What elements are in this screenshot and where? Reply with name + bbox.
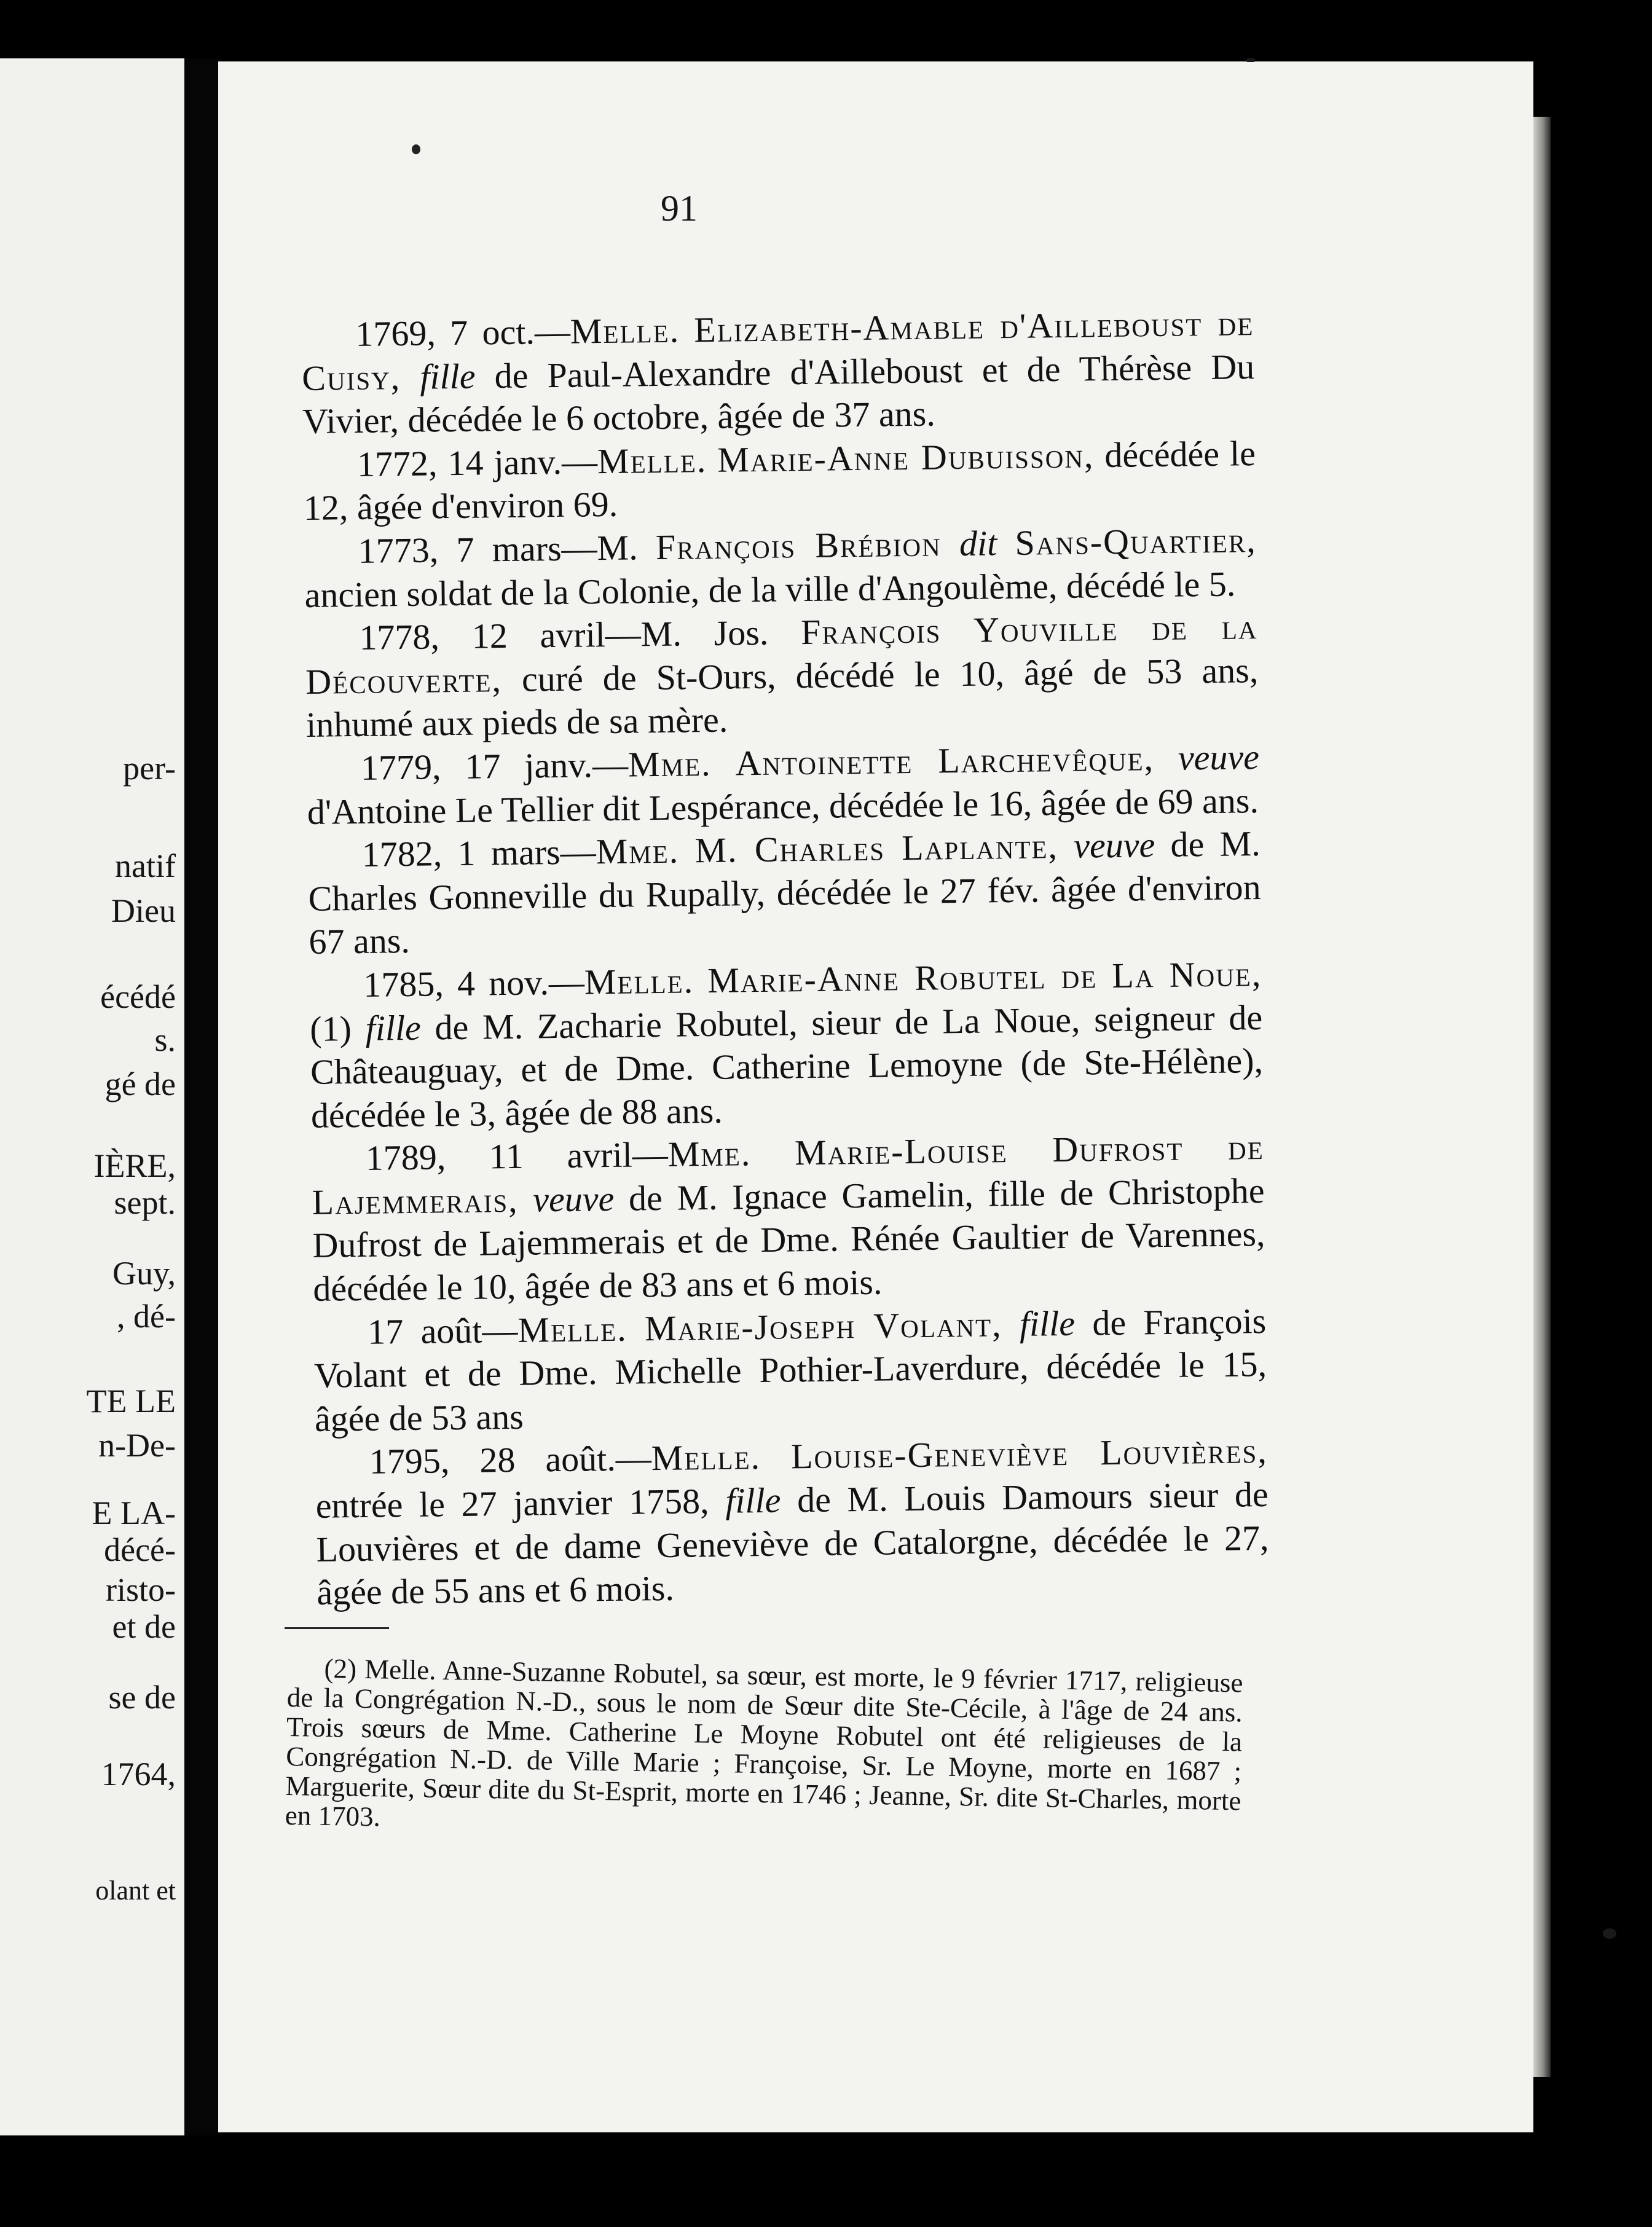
left-fragment: Dieu [111, 892, 176, 929]
left-fragment: TE LE [86, 1383, 176, 1420]
footnote-rule [285, 1627, 389, 1629]
page-number: 91 [661, 188, 698, 229]
page-edge [1533, 117, 1551, 2077]
left-fragment: per- [123, 750, 176, 787]
left-fragment: décé- [104, 1531, 176, 1568]
footnote [285, 1653, 1243, 1845]
left-fragment: gé de [104, 1066, 176, 1102]
entry-1789: 1789, 11 avril—Mme. Marie-Louise Dufrost de Lajemmerais, veuve de M. Ignace Gamelin, fille de Christophe Dufrost de Lajemmerais et de Dme. Rénée Gaultier de Varennes, décédée le 10, âgée de 83 ans et 6 mois. [312, 1127, 1265, 1309]
entry-1773: 1773, 7 mars—M. François Brébion dit Sans-Quartier, ancien soldat de la Colonie, de la ville d'Angoulème, décédé le 5. [304, 520, 1257, 615]
left-fragment: , dé- [117, 1298, 176, 1335]
left-page-margin [0, 58, 184, 2135]
left-fragment: Guy, [112, 1255, 176, 1292]
left-fragment: risto- [106, 1571, 176, 1608]
left-fragment: s. [154, 1021, 176, 1058]
entry-1785: 1785, 4 nov.—Melle. Marie-Anne Robutel de La Noue, (1) fille de M. Zacharie Robutel, sieur de La Noue, seigneur de Châteauguay, et de Dme. Catherine Lemoyne (de Ste-Hélène), décédée le 3, âgée de 88 ans. [309, 953, 1264, 1136]
left-fragment: natif [115, 847, 176, 884]
entry-1772: 1772, 14 janv.—Melle. Marie-Anne Dubuisson, décédée le 12, âgée d'environ 69. [303, 433, 1256, 528]
entry-1769: 1769, 7 oct.—Melle. Elizabeth-Amable d'Ailleboust de Cuisy, fille de Paul-Alexandre d'Ailleboust et de Thérèse Du Vivier, décédée le 6 octobre, âgée de 37 ans. [301, 303, 1255, 442]
entry-1778: 1778, 12 avril—M. Jos. François Youville de la Découverte, curé de St-Ours, décédé le 10, âgé de 53 ans, inhumé aux pieds de sa mère. [305, 607, 1259, 745]
left-fragment: sept. [114, 1184, 176, 1221]
entry-1795: 1795, 28 août.—Melle. Louise-Geneviève Louvières, entrée le 27 janvier 1758, fille de M. Louis Damours sieur de Louvières et de dame Geneviève de Catalorgne, décédée le 27, âgée de 55 ans et 6 mois. [315, 1431, 1269, 1613]
left-fragment: IÈRE, [93, 1147, 176, 1184]
ink-speck [1603, 1928, 1616, 1939]
entry-1789-aout: 17 août—Melle. Marie-Joseph Volant, fille de François Volant et de Dme. Michelle Pothier-Laverdure, décédée le 15, âgée de 53 ans [313, 1300, 1267, 1439]
left-fragment: olant et [95, 1875, 176, 1906]
register-entries [301, 302, 1270, 1615]
book-gutter [184, 58, 221, 2135]
ink-speck [1246, 58, 1255, 62]
left-fragment: et de [112, 1608, 176, 1645]
footnote-text: (2) Melle. Anne-Suzanne Robutel, sa sœur, est morte, le 9 février 1717, religieuse de la Congrégation N.-D., sous le nom de Sœur dite Ste-Cécile, à l'âge de 24 ans. Trois sœurs de Mme. Catherine Le Moyne Robutel ont été religieuses de la Congrégation N.-D. de Ville Marie ; Françoise, Sr. Le Moyne, morte en 1687 ; Marguerite, Sœur dite du St-Esprit, morte en 1746 ; Jeanne, Sr. dite St-Charles, morte en 1703. [285, 1652, 1243, 1832]
left-fragment: 1764, [101, 1756, 176, 1793]
left-fragment: écédé [100, 978, 176, 1015]
entry-1782: 1782, 1 mars—Mme. M. Charles Laplante, veuve de M. Charles Gonneville du Rupally, décédée le 27 fév. âgée d'environ 67 ans. [308, 823, 1261, 962]
left-fragment: n-De- [98, 1427, 176, 1464]
ink-dot [412, 144, 420, 154]
left-fragment: se de [108, 1679, 176, 1716]
entry-1779: 1779, 17 janv.—Mme. Antoinette Larchevêque, veuve d'Antoine Le Tellier dit Lespérance, décédée le 16, âgée de 69 ans. [307, 736, 1260, 832]
left-fragment: E LA- [92, 1494, 176, 1531]
